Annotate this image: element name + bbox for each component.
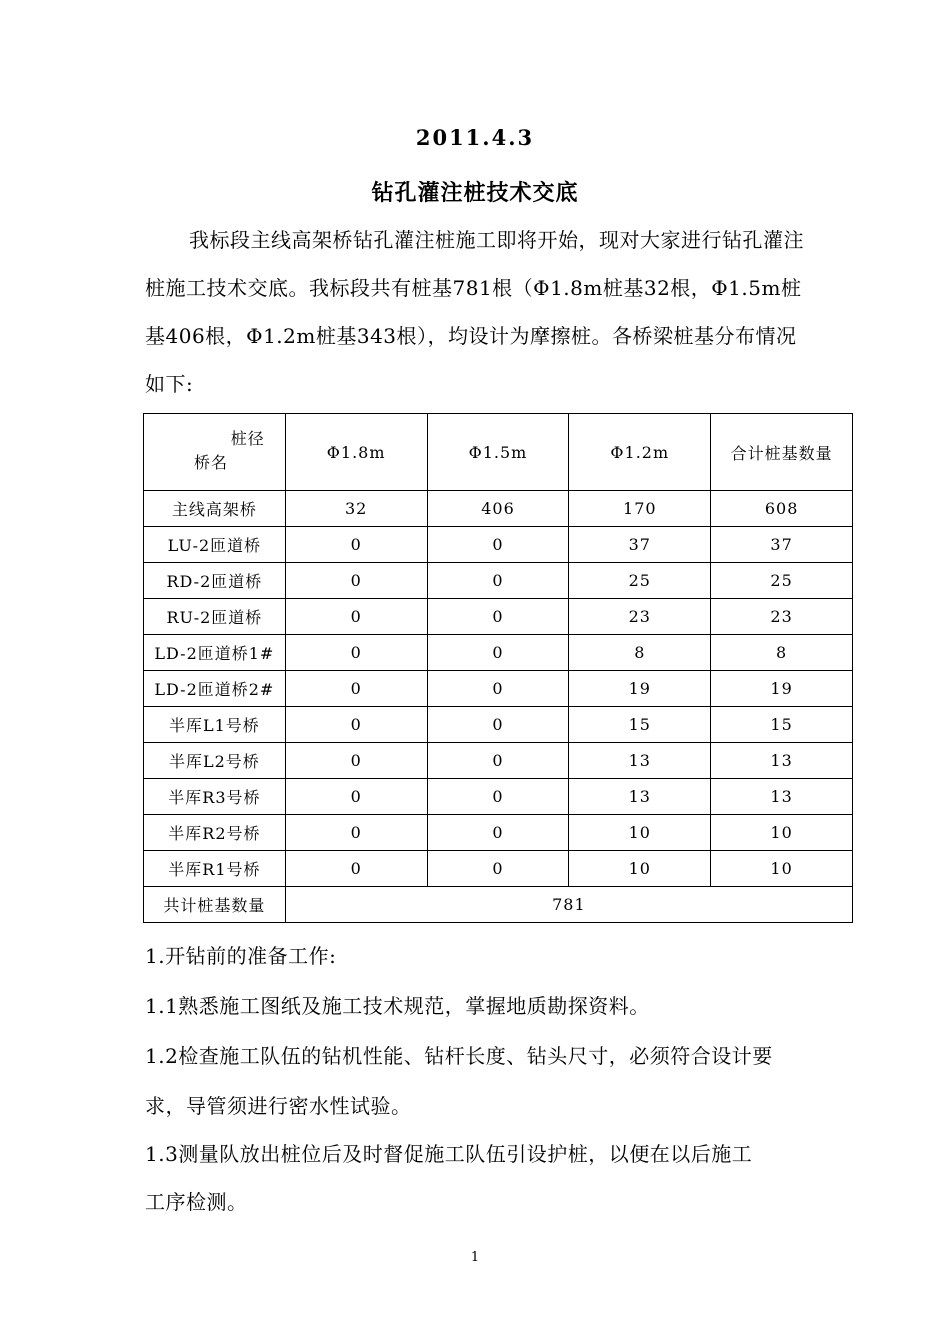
bridge-name-cell: RU-2匝道桥 bbox=[144, 599, 286, 635]
table-row bbox=[144, 671, 853, 707]
table-row bbox=[144, 815, 853, 851]
dia-1-8-cell: 0 bbox=[285, 815, 427, 851]
dia-1-8-cell: 0 bbox=[285, 635, 427, 671]
bridge-name-cell: LU-2匝道桥 bbox=[144, 527, 286, 563]
row-total-cell: 19 bbox=[711, 671, 853, 707]
dia-1-8-cell: 32 bbox=[285, 491, 427, 527]
header-diameter-label: 桩径 bbox=[230, 429, 265, 448]
dia-1-8-cell: 0 bbox=[285, 599, 427, 635]
row-total-cell: 23 bbox=[711, 599, 853, 635]
table-row bbox=[144, 635, 853, 671]
dia-1-8-cell: 0 bbox=[285, 779, 427, 815]
table-row bbox=[144, 779, 853, 815]
table-row bbox=[144, 527, 853, 563]
dia-1-5-cell: 0 bbox=[427, 635, 569, 671]
dia-1-5-cell: 0 bbox=[427, 815, 569, 851]
dia-1-2-cell: 10 bbox=[569, 851, 711, 887]
bridge-name-cell: 主线高架桥 bbox=[144, 491, 286, 527]
bridge-name-cell: RD-2匝道桥 bbox=[144, 563, 286, 599]
dia-1-2-cell: 10 bbox=[569, 815, 711, 851]
dia-1-5-cell: 0 bbox=[427, 527, 569, 563]
footer-total: 781 bbox=[285, 887, 852, 923]
table-body bbox=[144, 491, 853, 887]
dia-1-2-cell: 37 bbox=[569, 527, 711, 563]
bridge-name-cell: 半厍L1号桥 bbox=[144, 707, 286, 743]
dia-1-2-cell: 19 bbox=[569, 671, 711, 707]
dia-1-2-cell: 25 bbox=[569, 563, 711, 599]
section-1-heading: 1.开钻前的准备工作: bbox=[145, 944, 337, 968]
bridge-name-cell: LD-2匝道桥2# bbox=[144, 671, 286, 707]
row-total-cell: 8 bbox=[711, 635, 853, 671]
table-row bbox=[144, 563, 853, 599]
section-1-1: 1.1熟悉施工图纸及施工技术规范，掌握地质勘探资料。 bbox=[145, 994, 650, 1018]
row-total-cell: 13 bbox=[711, 779, 853, 815]
table-row bbox=[144, 707, 853, 743]
dia-1-5-cell: 0 bbox=[427, 671, 569, 707]
row-total-cell: 13 bbox=[711, 743, 853, 779]
bridge-name-cell: 半厍R3号桥 bbox=[144, 779, 286, 815]
bridge-name-cell: 半厍R1号桥 bbox=[144, 851, 286, 887]
dia-1-2-cell: 23 bbox=[569, 599, 711, 635]
table-row bbox=[144, 743, 853, 779]
document-date: 2011.4.3 bbox=[415, 125, 535, 150]
section-1-3-line-2: 工序检测。 bbox=[145, 1190, 248, 1214]
table-header-row bbox=[144, 414, 853, 491]
section-1-2-line-2: 求，导管须进行密水性试验。 bbox=[145, 1094, 412, 1118]
bridge-name-cell: 半厍R2号桥 bbox=[144, 815, 286, 851]
page-number: 1 bbox=[470, 1250, 480, 1265]
header-col-2: Φ1.5m bbox=[427, 414, 569, 491]
section-1-2-line-1: 1.2检查施工队伍的钻机性能、钻杆长度、钻头尺寸，必须符合设计要 bbox=[145, 1044, 773, 1068]
dia-1-5-cell: 0 bbox=[427, 563, 569, 599]
row-total-cell: 25 bbox=[711, 563, 853, 599]
row-total-cell: 10 bbox=[711, 815, 853, 851]
dia-1-5-cell: 0 bbox=[427, 743, 569, 779]
bridge-name-cell: LD-2匝道桥1# bbox=[144, 635, 286, 671]
dia-1-8-cell: 0 bbox=[285, 563, 427, 599]
dia-1-2-cell: 15 bbox=[569, 707, 711, 743]
row-total-cell: 37 bbox=[711, 527, 853, 563]
dia-1-8-cell: 0 bbox=[285, 743, 427, 779]
pile-distribution-table bbox=[143, 413, 853, 923]
row-total-cell: 15 bbox=[711, 707, 853, 743]
footer-label: 共计桩基数量 bbox=[144, 887, 286, 923]
section-1-3-line-1: 1.3测量队放出桩位后及时督促施工队伍引设护桩，以便在以后施工 bbox=[145, 1142, 753, 1166]
dia-1-5-cell: 0 bbox=[427, 851, 569, 887]
dia-1-5-cell: 406 bbox=[427, 491, 569, 527]
row-total-cell: 608 bbox=[711, 491, 853, 527]
table-row bbox=[144, 851, 853, 887]
dia-1-5-cell: 0 bbox=[427, 779, 569, 815]
intro-text: 我标段主线高架桥钻孔灌注桩施工即将开始，现对大家进行钻孔灌注桩施工技术交底。我标段共有桩基781根（Φ1.8m桩基32根，Φ1.5m桩基406根，Φ1.2m桩基343根），均设计为摩擦桩。各桥梁桩基分布情况如下: bbox=[145, 228, 804, 396]
header-col-total: 合计桩基数量 bbox=[711, 414, 853, 491]
document-title: 钻孔灌注桩技术交底 bbox=[371, 180, 579, 206]
header-col-3: Φ1.2m bbox=[569, 414, 711, 491]
header-bridge-label: 桥名 bbox=[194, 453, 229, 472]
intro-paragraph bbox=[145, 216, 813, 408]
dia-1-2-cell: 170 bbox=[569, 491, 711, 527]
dia-1-8-cell: 0 bbox=[285, 707, 427, 743]
table-footer-row bbox=[144, 887, 853, 923]
table-row bbox=[144, 599, 853, 635]
dia-1-8-cell: 0 bbox=[285, 671, 427, 707]
row-total-cell: 10 bbox=[711, 851, 853, 887]
table-row bbox=[144, 491, 853, 527]
dia-1-8-cell: 0 bbox=[285, 527, 427, 563]
dia-1-5-cell: 0 bbox=[427, 599, 569, 635]
dia-1-8-cell: 0 bbox=[285, 851, 427, 887]
dia-1-2-cell: 13 bbox=[569, 743, 711, 779]
dia-1-2-cell: 13 bbox=[569, 779, 711, 815]
dia-1-2-cell: 8 bbox=[569, 635, 711, 671]
header-diagonal-cell bbox=[144, 414, 286, 491]
dia-1-5-cell: 0 bbox=[427, 707, 569, 743]
header-col-1: Φ1.8m bbox=[285, 414, 427, 491]
bridge-name-cell: 半厍L2号桥 bbox=[144, 743, 286, 779]
